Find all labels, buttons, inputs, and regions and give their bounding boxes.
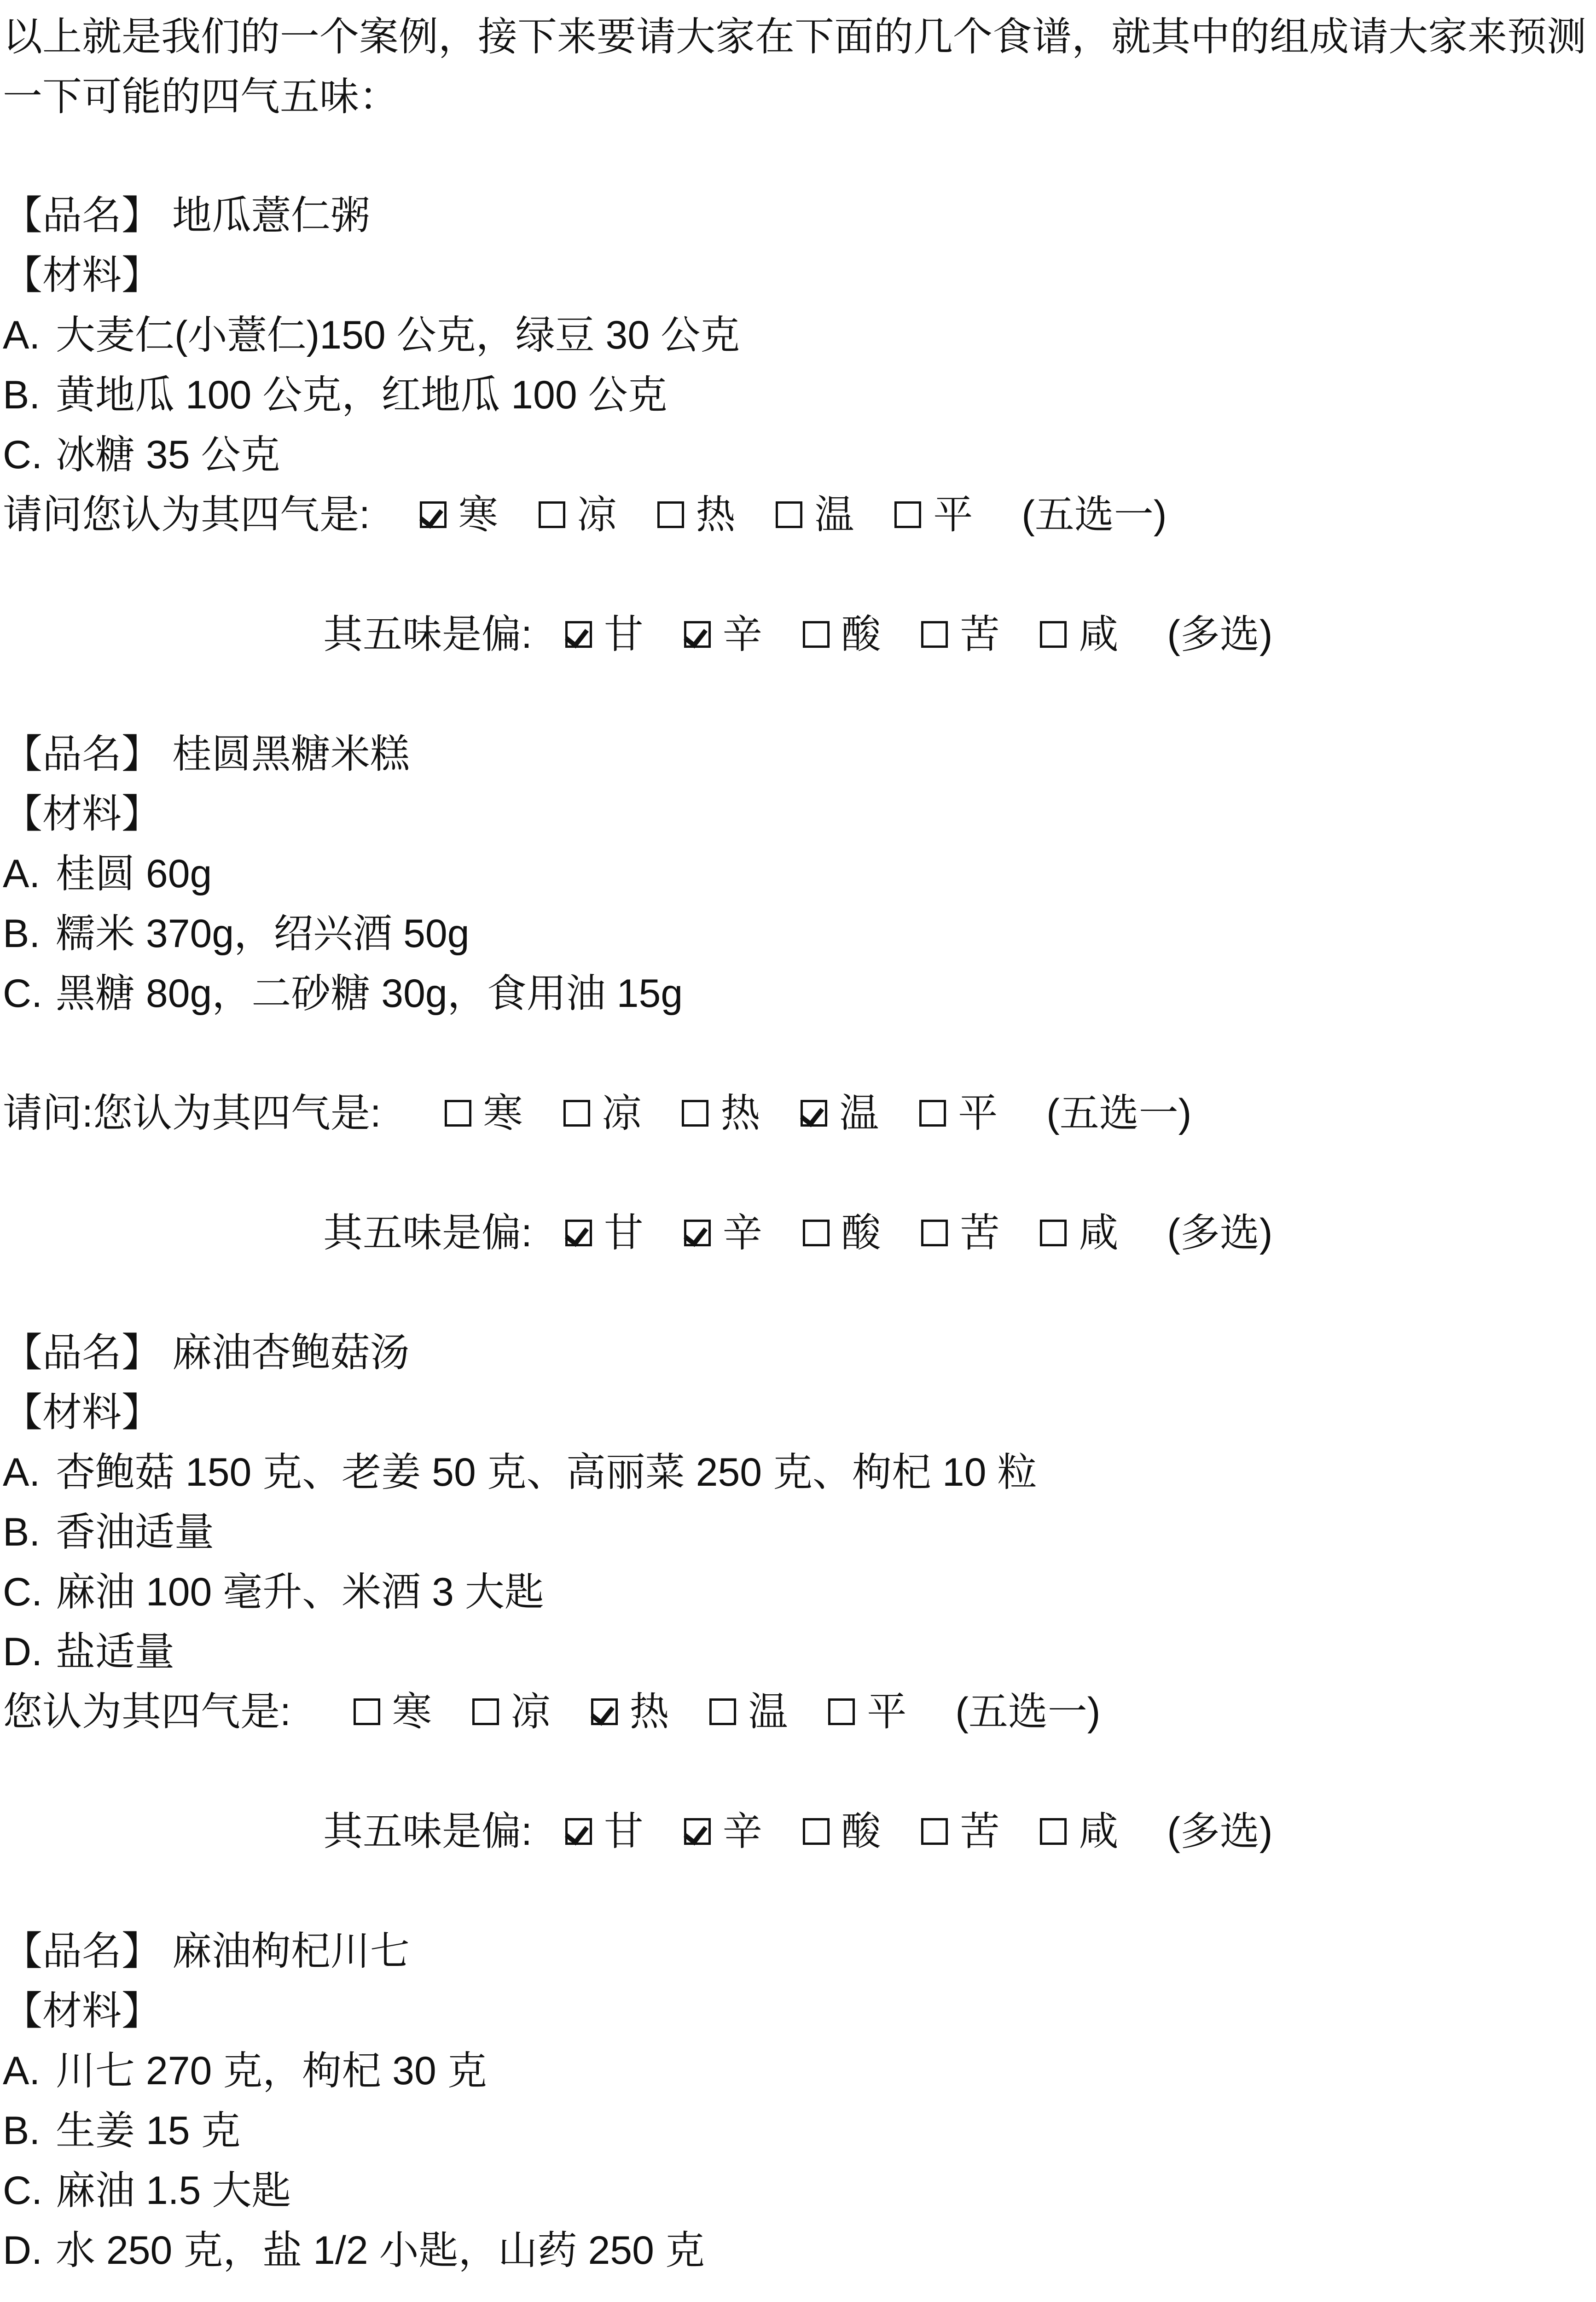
checkbox-icon[interactable]: [919, 1100, 946, 1127]
flavor-option-salty[interactable]: 咸: [1040, 607, 1118, 662]
four-qi-option-hot[interactable]: 热: [657, 487, 736, 542]
checked-checkbox-icon[interactable]: [591, 1698, 618, 1725]
item-letter: A.: [3, 852, 41, 896]
checkbox-icon[interactable]: [563, 1100, 590, 1127]
material-item: [3, 2163, 1596, 2218]
checked-checkbox-icon[interactable]: [565, 1818, 592, 1845]
four-qi-option-warm[interactable]: 温: [801, 1086, 879, 1141]
item-text: 麻油 1.5 大匙: [56, 2168, 291, 2213]
four-qi-option-cool[interactable]: 凉: [539, 487, 617, 542]
item-letter: B.: [3, 2109, 41, 2153]
recipe-title: 【品名】 地瓜薏仁粥: [3, 193, 370, 238]
material-item: [3, 1624, 1596, 1680]
materials-heading: 【材料】: [3, 792, 161, 836]
four-qi-option-neutral[interactable]: 平: [828, 1684, 906, 1739]
item-letter: B.: [3, 1510, 41, 1554]
flavor-option-sour[interactable]: 酸: [803, 1804, 881, 1859]
checkbox-icon[interactable]: [894, 501, 921, 528]
item-text: 黑糖 80g，二砂糖 30g，食用油 15g: [56, 971, 683, 1016]
recipe-title: 【品名】 麻油杏鲍菇汤: [3, 1331, 410, 1375]
four-qi-question: [3, 487, 1596, 542]
item-text: 黄地瓜 100 公克，红地瓜 100 公克: [56, 373, 667, 417]
flavor-option-bitter[interactable]: 苦: [921, 1804, 999, 1859]
item-letter: B.: [3, 912, 41, 956]
checkbox-icon[interactable]: [539, 501, 565, 528]
selection-note: (五选一): [1021, 493, 1167, 537]
flavor-option-salty[interactable]: 咸: [1040, 1205, 1118, 1261]
flavor-option-pungent[interactable]: 辛: [684, 1205, 762, 1261]
material-item: [3, 427, 1596, 482]
material-item: [3, 2043, 1596, 2099]
intro-line-2: 一下可能的四气五味：: [3, 75, 399, 119]
four-qi-option-warm[interactable]: 温: [776, 487, 854, 542]
selection-note: (五选一): [955, 1690, 1101, 1734]
four-qi-label: 请问您认为其四气是:: [3, 493, 370, 537]
material-item: [3, 367, 1596, 423]
materials-heading: 【材料】: [3, 1989, 161, 2033]
checkbox-icon[interactable]: [776, 501, 802, 528]
checkbox-icon[interactable]: [1040, 621, 1067, 648]
material-item: [3, 1564, 1596, 1620]
flavor-option-pungent[interactable]: 辛: [684, 607, 762, 662]
checkbox-icon[interactable]: [682, 1100, 708, 1127]
four-qi-option-cool[interactable]: 凉: [563, 1086, 642, 1141]
checkbox-icon[interactable]: [921, 621, 948, 648]
flavor-option-sour[interactable]: 酸: [803, 607, 881, 662]
checkbox-icon[interactable]: [803, 1220, 830, 1246]
four-qi-question: [3, 1684, 1596, 1739]
flavor-option-salty[interactable]: 咸: [1040, 1804, 1118, 1859]
material-item: [3, 1445, 1596, 1500]
material-item: [3, 2223, 1596, 2278]
five-flavors-question: [323, 1804, 1596, 1859]
recipe-title: 【品名】 桂圆黑糖米糕: [3, 732, 410, 776]
checkbox-icon[interactable]: [709, 1698, 736, 1725]
item-text: 水 250 克，盐 1/2 小匙，山药 250 克: [56, 2228, 705, 2273]
checked-checkbox-icon[interactable]: [684, 1818, 711, 1845]
five-flavors-label: 其五味是偏:: [323, 1809, 532, 1854]
item-letter: D.: [3, 2228, 42, 2273]
flavor-option-bitter[interactable]: 苦: [921, 607, 999, 662]
flavor-option-sweet[interactable]: 甘: [565, 1804, 644, 1859]
flavor-option-sweet[interactable]: 甘: [565, 607, 644, 662]
checkbox-icon[interactable]: [354, 1698, 380, 1725]
checkbox-icon[interactable]: [1040, 1818, 1067, 1845]
checked-checkbox-icon[interactable]: [565, 1220, 592, 1246]
item-letter: C.: [3, 433, 42, 477]
selection-note: (五选一): [1046, 1091, 1192, 1135]
item-letter: A.: [3, 2049, 41, 2093]
checkbox-icon[interactable]: [921, 1220, 948, 1246]
material-item: [3, 308, 1596, 363]
checked-checkbox-icon[interactable]: [420, 501, 447, 528]
item-text: 香油适量: [56, 1510, 214, 1554]
four-qi-option-neutral[interactable]: 平: [894, 487, 973, 542]
checkbox-icon[interactable]: [657, 501, 684, 528]
checkbox-icon[interactable]: [472, 1698, 499, 1725]
checkbox-icon[interactable]: [921, 1818, 948, 1845]
material-item: [3, 846, 1596, 901]
item-text: 麻油 100 毫升、米酒 3 大匙: [56, 1570, 544, 1614]
flavor-option-pungent[interactable]: 辛: [684, 1804, 762, 1859]
item-letter: C.: [3, 1570, 42, 1614]
four-qi-option-cold[interactable]: 寒: [445, 1086, 523, 1141]
checked-checkbox-icon[interactable]: [684, 1220, 711, 1246]
four-qi-option-hot[interactable]: 热: [682, 1086, 760, 1141]
item-letter: C.: [3, 971, 42, 1016]
checked-checkbox-icon[interactable]: [801, 1100, 827, 1127]
checkbox-icon[interactable]: [445, 1100, 471, 1127]
checked-checkbox-icon[interactable]: [565, 621, 592, 648]
five-flavors-label: 其五味是偏:: [323, 1211, 532, 1255]
four-qi-question: [3, 1086, 1596, 1141]
item-letter: A.: [3, 313, 41, 357]
recipe-title: 【品名】 麻油枸杞川七: [3, 1929, 410, 1973]
checkbox-icon[interactable]: [828, 1698, 855, 1725]
checked-checkbox-icon[interactable]: [684, 621, 711, 648]
item-text: 川七 270 克，枸杞 30 克: [56, 2049, 487, 2093]
item-text: 盐适量: [56, 1630, 174, 1674]
checkbox-icon[interactable]: [1040, 1220, 1067, 1246]
item-letter: D.: [3, 1630, 42, 1674]
checkbox-icon[interactable]: [803, 1818, 830, 1845]
five-flavors-question: [323, 607, 1596, 662]
selection-note: (多选): [1167, 1809, 1273, 1854]
item-letter: A.: [3, 1450, 41, 1494]
four-qi-option-neutral[interactable]: 平: [919, 1086, 998, 1141]
flavor-option-sour[interactable]: 酸: [803, 1205, 881, 1261]
material-item: [3, 2103, 1596, 2158]
five-flavors-question: [323, 1205, 1596, 1261]
item-text: 桂圆 60g: [56, 852, 212, 896]
four-qi-option-warm[interactable]: 温: [709, 1684, 788, 1739]
flavor-option-bitter[interactable]: 苦: [921, 1205, 999, 1261]
item-text: 冰糖 35 公克: [56, 433, 280, 477]
item-text: 杏鲍菇 150 克、老姜 50 克、高丽菜 250 克、枸杞 10 粒: [56, 1450, 1037, 1494]
item-text: 糯米 370g，绍兴酒 50g: [56, 912, 470, 956]
item-letter: C.: [3, 2168, 42, 2213]
item-text: 大麦仁(小薏仁)150 公克，绿豆 30 公克: [56, 313, 740, 357]
material-item: [3, 966, 1596, 1021]
selection-note: (多选): [1167, 612, 1273, 657]
checkbox-icon[interactable]: [803, 621, 830, 648]
intro-line-1: 以上就是我们的一个案例，接下来要请大家在下面的几个食谱，就其中的组成请大家来预测: [3, 15, 1586, 59]
selection-note: (多选): [1167, 1211, 1273, 1255]
four-qi-option-cold[interactable]: 寒: [354, 1684, 432, 1739]
four-qi-option-cold[interactable]: 寒: [420, 487, 498, 542]
five-flavors-label: 其五味是偏:: [323, 612, 532, 657]
materials-heading: 【材料】: [3, 253, 161, 297]
material-item: [3, 1505, 1596, 1560]
materials-heading: 【材料】: [3, 1390, 161, 1435]
item-text: 生姜 15 克: [56, 2109, 241, 2153]
four-qi-option-hot[interactable]: 热: [591, 1684, 669, 1739]
flavor-option-sweet[interactable]: 甘: [565, 1205, 644, 1261]
four-qi-label: 您认为其四气是:: [3, 1690, 291, 1734]
four-qi-label: 请问:您认为其四气是:: [3, 1091, 381, 1135]
material-item: [3, 906, 1596, 961]
item-letter: B.: [3, 373, 41, 417]
four-qi-option-cool[interactable]: 凉: [472, 1684, 551, 1739]
